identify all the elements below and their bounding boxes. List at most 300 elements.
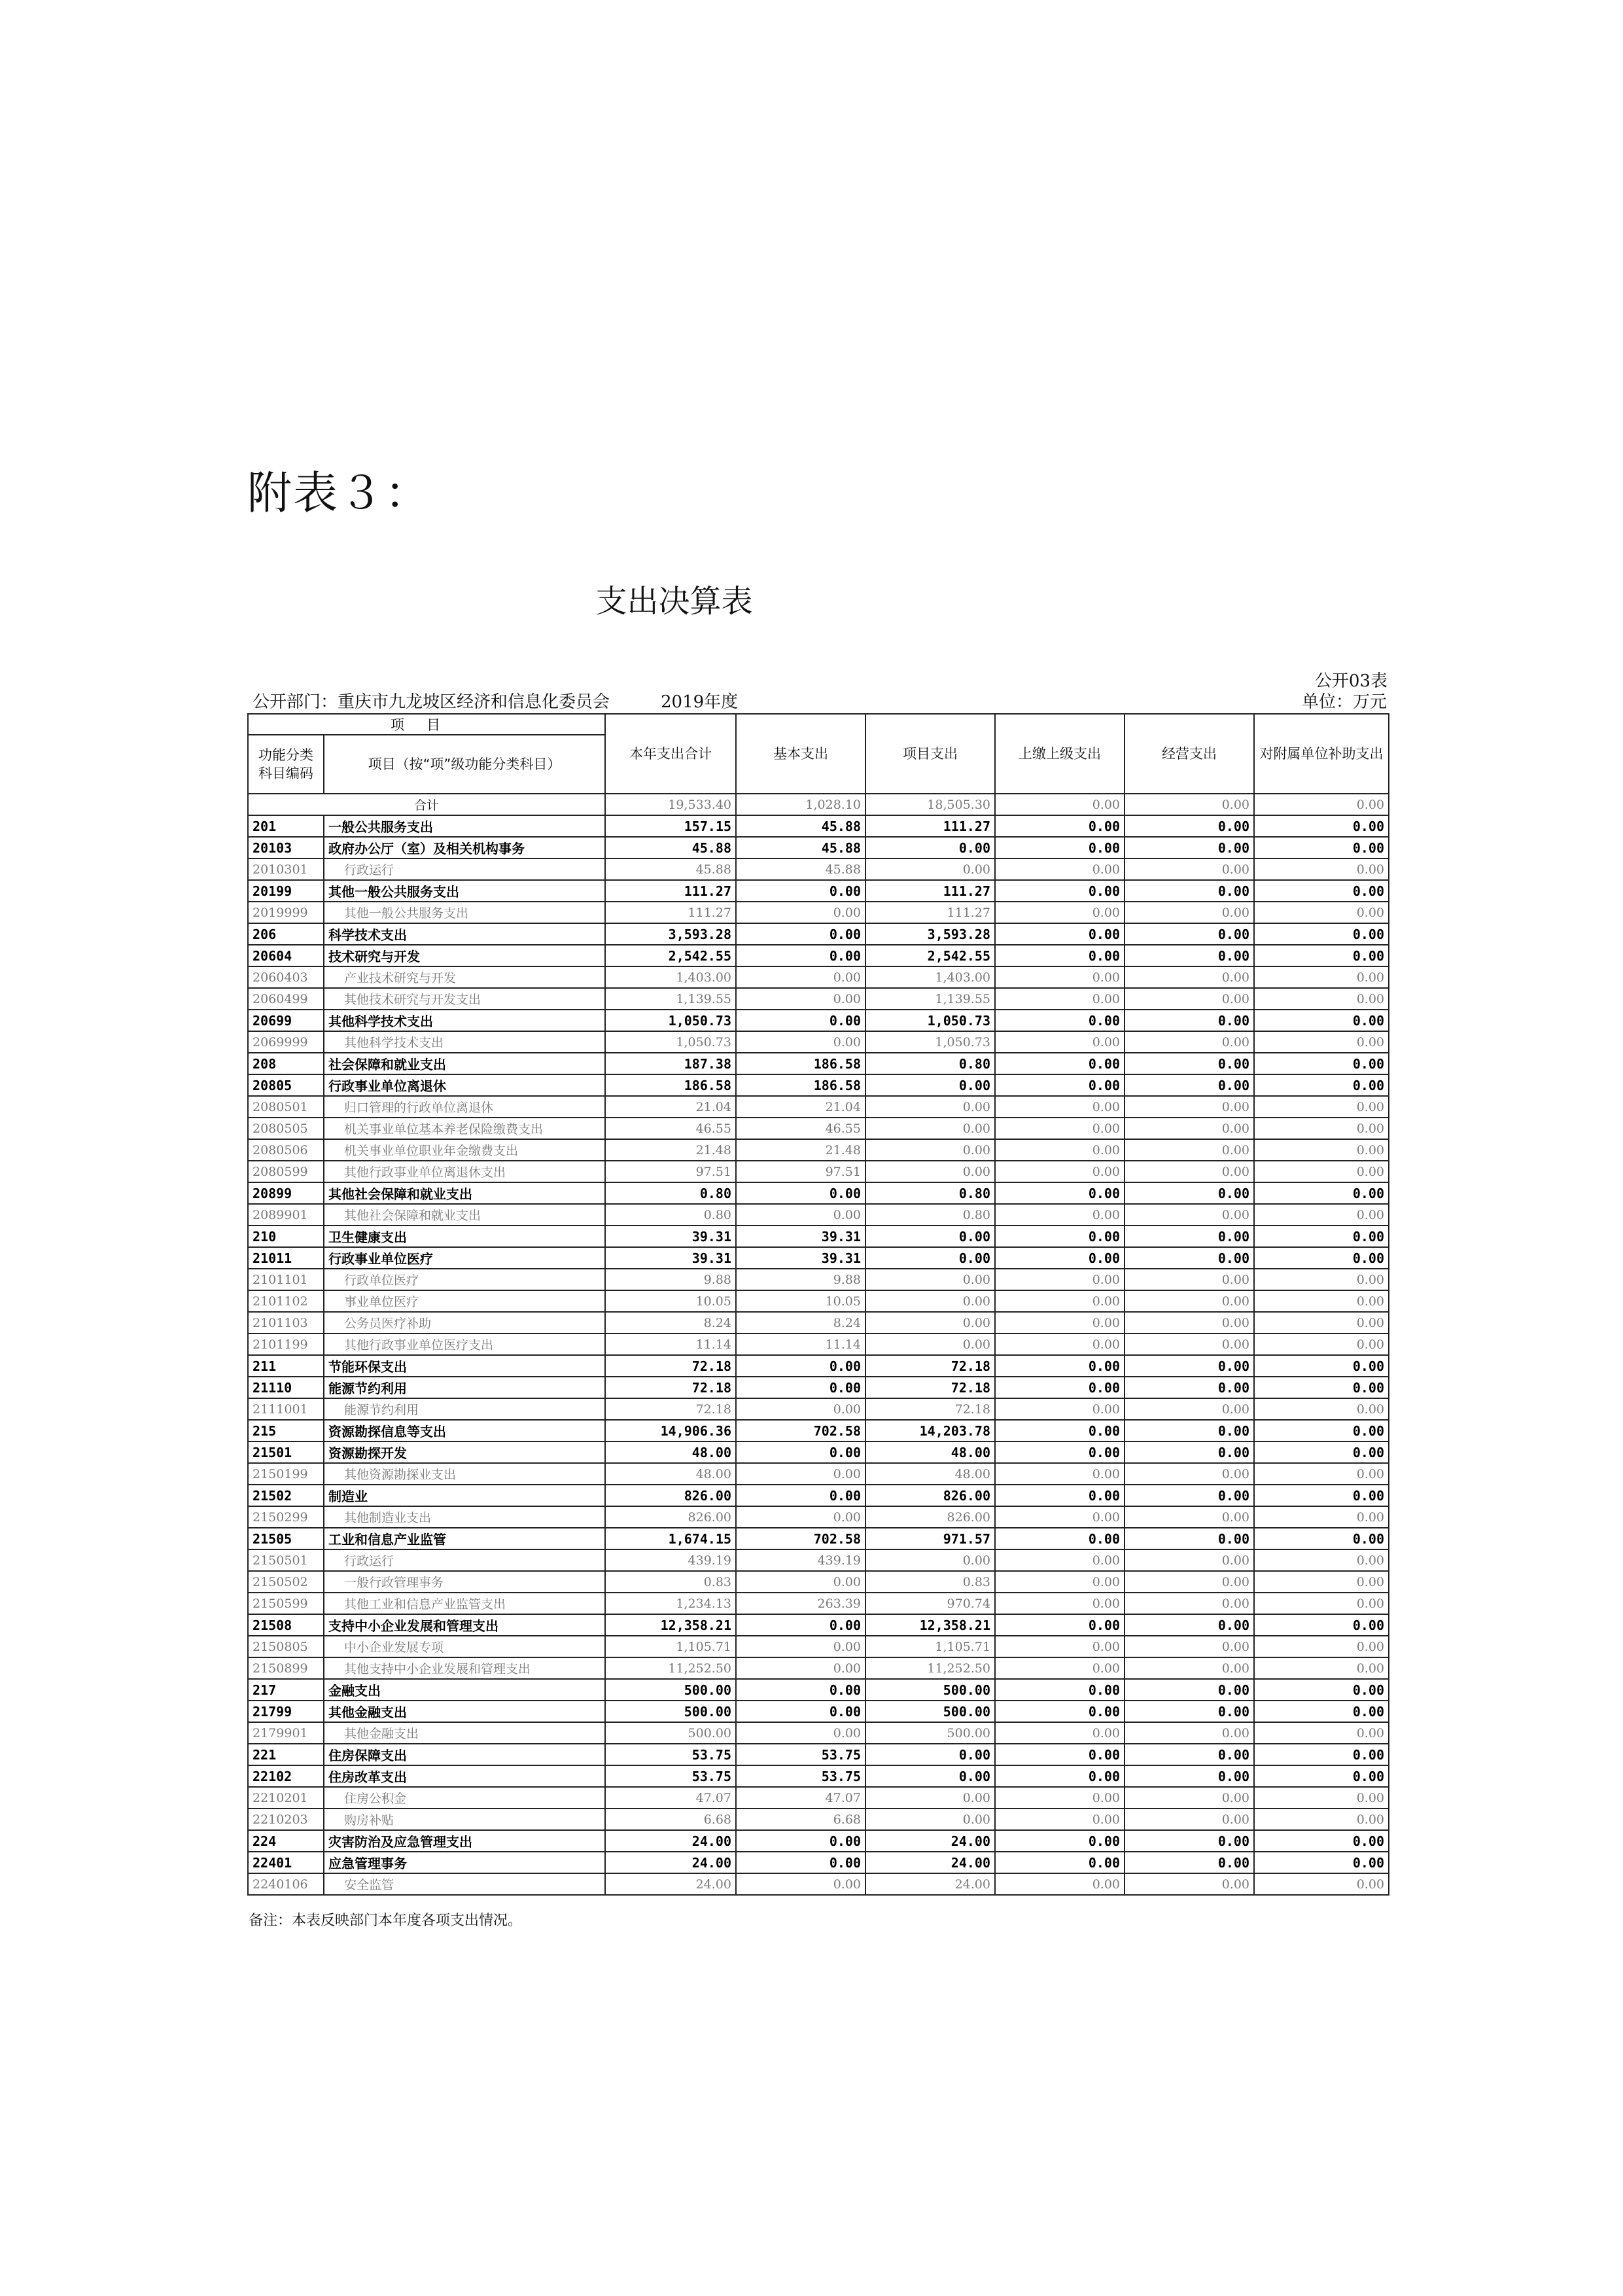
row-value: 500.00	[865, 1701, 995, 1722]
row-value: 0.00	[1125, 1463, 1254, 1485]
row-value: 0.00	[865, 1290, 995, 1312]
header-basic: 基本支出	[736, 714, 865, 794]
table-row	[248, 1571, 1389, 1593]
row-value: 0.00	[1125, 1010, 1254, 1031]
row-value: 186.58	[736, 1053, 865, 1074]
row-value: 39.31	[736, 1247, 865, 1269]
row-value: 0.00	[1254, 1593, 1389, 1614]
total-row	[248, 794, 1389, 815]
row-value: 0.00	[865, 1809, 995, 1830]
header-project: 项目支出	[865, 714, 995, 794]
row-value: 39.31	[605, 1247, 736, 1269]
row-value: 0.00	[736, 1614, 865, 1636]
row-value: 0.00	[995, 1787, 1125, 1809]
header-item-group: 项目	[248, 714, 605, 735]
row-value: 47.07	[605, 1787, 736, 1809]
row-value: 0.00	[1125, 1830, 1254, 1852]
row-name: 一般公共服务支出	[324, 815, 605, 837]
row-name: 公务员医疗补助	[324, 1312, 605, 1333]
row-value: 0.00	[995, 1096, 1125, 1118]
row-value: 6.68	[605, 1809, 736, 1830]
row-value: 0.00	[1125, 880, 1254, 902]
row-value: 186.58	[736, 1074, 865, 1096]
row-value: 21.48	[605, 1139, 736, 1161]
row-value: 0.00	[1254, 1636, 1389, 1657]
row-value: 8.24	[736, 1312, 865, 1333]
row-value: 0.00	[995, 1809, 1125, 1830]
row-code: 221	[248, 1744, 324, 1765]
row-code: 2080506	[248, 1139, 324, 1161]
table-row	[248, 1333, 1389, 1355]
row-value: 1,403.00	[865, 966, 995, 988]
row-value: 24.00	[865, 1852, 995, 1873]
row-value: 0.00	[1125, 902, 1254, 923]
row-value: 72.18	[605, 1355, 736, 1377]
row-value: 500.00	[605, 1679, 736, 1701]
row-name: 其他金融支出	[324, 1701, 605, 1722]
row-value: 0.00	[995, 1463, 1125, 1485]
row-code: 21110	[248, 1377, 324, 1398]
row-code: 2150502	[248, 1571, 324, 1593]
row-value: 500.00	[865, 1722, 995, 1744]
row-value: 0.00	[1254, 988, 1389, 1010]
row-name: 能源节约利用	[324, 1377, 605, 1398]
row-value: 702.58	[736, 1420, 865, 1441]
row-name: 制造业	[324, 1485, 605, 1506]
row-value: 0.00	[1254, 880, 1389, 902]
row-value: 0.00	[1125, 1053, 1254, 1074]
row-value: 9.88	[605, 1269, 736, 1290]
row-value: 0.00	[995, 1247, 1125, 1269]
row-value: 0.00	[1254, 1852, 1389, 1873]
row-value: 0.00	[1254, 858, 1389, 880]
row-value: 1,105.71	[605, 1636, 736, 1657]
row-code: 2060403	[248, 966, 324, 988]
row-value: 970.74	[865, 1593, 995, 1614]
row-value: 0.00	[1125, 837, 1254, 858]
row-code: 21502	[248, 1485, 324, 1506]
row-value: 0.00	[1254, 1722, 1389, 1744]
row-name: 政府办公厅（室）及相关机构事务	[324, 837, 605, 858]
row-value: 1,234.13	[605, 1593, 736, 1614]
row-code: 2210201	[248, 1787, 324, 1809]
row-value: 0.00	[865, 1549, 995, 1571]
row-code: 2101102	[248, 1290, 324, 1312]
row-value: 0.00	[1125, 1852, 1254, 1873]
row-value: 0.00	[1254, 1355, 1389, 1377]
row-value: 0.83	[865, 1571, 995, 1593]
row-value: 500.00	[605, 1701, 736, 1722]
table-row	[248, 1204, 1389, 1226]
table-row	[248, 1809, 1389, 1830]
row-value: 0.00	[1125, 1701, 1254, 1722]
table-row	[248, 1679, 1389, 1701]
row-value: 39.31	[736, 1226, 865, 1247]
row-value: 0.00	[1125, 1679, 1254, 1701]
row-value: 0.00	[736, 1204, 865, 1226]
row-name: 中小企业发展专项	[324, 1636, 605, 1657]
row-value: 0.00	[1125, 1787, 1254, 1809]
page-title: 支出决算表	[595, 583, 753, 620]
row-value: 2,542.55	[865, 945, 995, 966]
row-code: 211	[248, 1355, 324, 1377]
row-value: 0.00	[995, 1679, 1125, 1701]
row-value: 24.00	[605, 1830, 736, 1852]
row-value: 0.00	[1254, 1463, 1389, 1485]
row-value: 187.38	[605, 1053, 736, 1074]
row-code: 2080501	[248, 1096, 324, 1118]
row-value: 24.00	[605, 1852, 736, 1873]
row-value: 0.00	[1254, 1010, 1389, 1031]
row-code: 2150501	[248, 1549, 324, 1571]
row-value: 0.00	[1125, 1765, 1254, 1787]
row-code: 2101101	[248, 1269, 324, 1290]
row-code: 2089901	[248, 1204, 324, 1226]
row-code: 21799	[248, 1701, 324, 1722]
row-value: 0.00	[1254, 1506, 1389, 1528]
table-row	[248, 1593, 1389, 1614]
row-value: 0.00	[995, 1636, 1125, 1657]
row-value: 0.00	[736, 1463, 865, 1485]
row-name: 其他社会保障和就业支出	[324, 1204, 605, 1226]
row-value: 0.00	[865, 1312, 995, 1333]
row-value: 0.00	[1254, 1247, 1389, 1269]
row-value: 0.00	[736, 1485, 865, 1506]
row-name: 住房公积金	[324, 1787, 605, 1809]
row-value: 0.00	[995, 1312, 1125, 1333]
table-row	[248, 1744, 1389, 1765]
row-name: 技术研究与开发	[324, 945, 605, 966]
row-value: 24.00	[865, 1830, 995, 1852]
row-value: 0.00	[1125, 1377, 1254, 1398]
row-value: 826.00	[605, 1485, 736, 1506]
table-row	[248, 902, 1389, 923]
row-value: 0.00	[1254, 1657, 1389, 1679]
row-name: 产业技术研究与开发	[324, 966, 605, 988]
row-code: 2060499	[248, 988, 324, 1010]
table-row	[248, 1139, 1389, 1161]
row-value: 0.00	[1125, 1744, 1254, 1765]
row-code: 20604	[248, 945, 324, 966]
row-value: 0.00	[995, 1269, 1125, 1290]
row-value: 0.00	[1254, 1139, 1389, 1161]
row-value: 72.18	[865, 1377, 995, 1398]
row-code: 2210203	[248, 1809, 324, 1830]
row-value: 0.00	[1125, 966, 1254, 988]
row-value: 111.27	[605, 902, 736, 923]
row-value: 0.00	[1125, 1355, 1254, 1377]
row-value: 1,139.55	[605, 988, 736, 1010]
row-value: 1,674.15	[605, 1528, 736, 1549]
row-value: 0.00	[1125, 815, 1254, 837]
row-value: 0.00	[1125, 945, 1254, 966]
row-value: 0.00	[995, 966, 1125, 988]
table-row	[248, 1506, 1389, 1528]
table-row	[248, 1226, 1389, 1247]
row-name: 金融支出	[324, 1679, 605, 1701]
row-value: 0.00	[1125, 1485, 1254, 1506]
total-cell: 0.00	[1254, 794, 1389, 815]
row-value: 0.00	[1254, 1787, 1389, 1809]
total-cell: 1,028.10	[736, 794, 865, 815]
row-value: 10.05	[605, 1290, 736, 1312]
row-value: 0.00	[736, 1830, 865, 1852]
row-value: 0.00	[1125, 1722, 1254, 1744]
row-value: 9.88	[736, 1269, 865, 1290]
row-code: 21505	[248, 1528, 324, 1549]
row-value: 97.51	[736, 1161, 865, 1182]
row-value: 0.00	[1125, 1333, 1254, 1355]
row-name: 其他科学技术支出	[324, 1010, 605, 1031]
row-value: 0.00	[1254, 1290, 1389, 1312]
row-code: 20899	[248, 1182, 324, 1204]
row-value: 0.00	[1125, 1247, 1254, 1269]
total-cell: 18,505.30	[865, 794, 995, 815]
table-row	[248, 1118, 1389, 1139]
row-value: 0.00	[865, 1096, 995, 1118]
row-code: 2101199	[248, 1333, 324, 1355]
row-value: 0.00	[1254, 902, 1389, 923]
row-value: 21.04	[736, 1096, 865, 1118]
row-value: 0.00	[736, 880, 865, 902]
row-value: 53.75	[605, 1765, 736, 1787]
row-value: 2,542.55	[605, 945, 736, 966]
row-name: 其他技术研究与开发支出	[324, 988, 605, 1010]
row-value: 0.00	[865, 1765, 995, 1787]
row-value: 53.75	[736, 1744, 865, 1765]
row-value: 0.00	[865, 858, 995, 880]
row-value: 0.00	[995, 1333, 1125, 1355]
row-value: 21.48	[736, 1139, 865, 1161]
row-value: 0.00	[1125, 1161, 1254, 1182]
row-value: 0.00	[995, 1485, 1125, 1506]
row-name: 其他行政事业单位离退休支出	[324, 1161, 605, 1182]
row-value: 0.00	[736, 1852, 865, 1873]
row-value: 111.27	[865, 880, 995, 902]
table-row	[248, 1161, 1389, 1182]
row-name: 其他一般公共服务支出	[324, 880, 605, 902]
row-value: 1,105.71	[865, 1636, 995, 1657]
total-cell: 0.00	[995, 794, 1125, 815]
row-value: 53.75	[605, 1744, 736, 1765]
row-value: 45.88	[605, 837, 736, 858]
table-row	[248, 837, 1389, 858]
total-label: 合计	[248, 794, 605, 815]
row-name: 住房保障支出	[324, 1744, 605, 1765]
row-value: 0.80	[605, 1204, 736, 1226]
row-value: 0.00	[995, 1031, 1125, 1053]
row-value: 0.00	[1125, 1031, 1254, 1053]
table-row	[248, 1528, 1389, 1549]
row-value: 53.75	[736, 1765, 865, 1787]
total-cell: 0.00	[1125, 794, 1254, 815]
table-row	[248, 1377, 1389, 1398]
expenditure-table	[247, 713, 1389, 1896]
row-name: 应急管理事务	[324, 1852, 605, 1873]
row-value: 157.15	[605, 815, 736, 837]
footnote: 备注：本表反映部门本年度各项支出情况。	[249, 1913, 523, 1929]
total-cell: 19,533.40	[605, 794, 736, 815]
row-name: 能源节约利用	[324, 1398, 605, 1420]
row-value: 0.00	[1125, 1528, 1254, 1549]
row-value: 0.00	[1254, 1873, 1389, 1895]
row-value: 1,050.73	[605, 1010, 736, 1031]
row-value: 0.00	[995, 1118, 1125, 1139]
row-value: 500.00	[605, 1722, 736, 1744]
table-row	[248, 1852, 1389, 1873]
row-value: 0.00	[1125, 1118, 1254, 1139]
row-value: 0.00	[1254, 1744, 1389, 1765]
row-value: 0.00	[736, 1571, 865, 1593]
row-value: 0.00	[995, 1506, 1125, 1528]
row-value: 0.00	[736, 1441, 865, 1463]
header-remit: 上缴上级支出	[995, 714, 1125, 794]
row-value: 0.00	[1254, 1549, 1389, 1571]
row-value: 0.00	[1254, 1679, 1389, 1701]
row-code: 21011	[248, 1247, 324, 1269]
row-value: 0.00	[995, 923, 1125, 945]
row-name: 一般行政管理事务	[324, 1571, 605, 1593]
row-value: 48.00	[865, 1441, 995, 1463]
row-value: 0.00	[736, 1010, 865, 1031]
row-name: 其他支持中小企业发展和管理支出	[324, 1657, 605, 1679]
row-value: 97.51	[605, 1161, 736, 1182]
row-name: 其他一般公共服务支出	[324, 902, 605, 923]
row-name: 社会保障和就业支出	[324, 1053, 605, 1074]
row-value: 0.00	[1125, 1614, 1254, 1636]
row-name: 其他资源勘探业支出	[324, 1463, 605, 1485]
row-value: 0.00	[1125, 1269, 1254, 1290]
table-row	[248, 1549, 1389, 1571]
row-value: 0.00	[995, 1549, 1125, 1571]
table-row	[248, 988, 1389, 1010]
department-label: 公开部门：重庆市九龙坡区经济和信息化委员会	[253, 692, 610, 712]
row-value: 14,906.36	[605, 1420, 736, 1441]
row-value: 0.00	[995, 1571, 1125, 1593]
row-value: 0.00	[736, 1506, 865, 1528]
row-name: 灾害防治及应急管理支出	[324, 1830, 605, 1852]
row-value: 10.05	[736, 1290, 865, 1312]
row-code: 2150805	[248, 1636, 324, 1657]
row-value: 0.00	[995, 1420, 1125, 1441]
row-value: 1,403.00	[605, 966, 736, 988]
row-value: 0.00	[995, 1053, 1125, 1074]
row-value: 11.14	[736, 1333, 865, 1355]
table-row	[248, 1701, 1389, 1722]
row-value: 0.00	[995, 1614, 1125, 1636]
row-code: 20199	[248, 880, 324, 902]
row-value: 0.00	[1125, 1182, 1254, 1204]
table-row	[248, 1830, 1389, 1852]
row-code: 2240106	[248, 1873, 324, 1895]
row-code: 2150899	[248, 1657, 324, 1679]
row-value: 0.00	[995, 815, 1125, 837]
row-value: 0.80	[605, 1182, 736, 1204]
row-value: 0.00	[1254, 1333, 1389, 1355]
row-value: 0.00	[1254, 1420, 1389, 1441]
row-code: 208	[248, 1053, 324, 1074]
table-row	[248, 1182, 1389, 1204]
row-value: 0.00	[736, 945, 865, 966]
row-value: 0.00	[736, 1679, 865, 1701]
row-code: 2080599	[248, 1161, 324, 1182]
row-value: 0.00	[865, 1118, 995, 1139]
row-value: 0.00	[995, 1290, 1125, 1312]
row-value: 72.18	[605, 1377, 736, 1398]
row-value: 14,203.78	[865, 1420, 995, 1441]
row-value: 0.00	[995, 902, 1125, 923]
row-code: 210	[248, 1226, 324, 1247]
table-row	[248, 1657, 1389, 1679]
row-value: 826.00	[865, 1485, 995, 1506]
row-value: 1,050.73	[605, 1031, 736, 1053]
row-value: 111.27	[605, 880, 736, 902]
row-value: 46.55	[605, 1118, 736, 1139]
row-value: 0.00	[865, 1074, 995, 1096]
row-code: 2111001	[248, 1398, 324, 1420]
row-name: 科学技术支出	[324, 923, 605, 945]
row-value: 0.00	[1125, 1809, 1254, 1830]
row-value: 111.27	[865, 815, 995, 837]
row-name: 机关事业单位基本养老保险缴费支出	[324, 1118, 605, 1139]
header-subsidy: 对附属单位补助支出	[1254, 714, 1389, 794]
row-value: 0.00	[1254, 1269, 1389, 1290]
row-value: 0.00	[1254, 1398, 1389, 1420]
row-value: 0.00	[1125, 1506, 1254, 1528]
row-code: 21501	[248, 1441, 324, 1463]
row-value: 0.00	[995, 988, 1125, 1010]
row-name: 住房改革支出	[324, 1765, 605, 1787]
row-value: 0.00	[995, 1528, 1125, 1549]
row-code: 201	[248, 815, 324, 837]
row-value: 12,358.21	[605, 1614, 736, 1636]
row-name: 支持中小企业发展和管理支出	[324, 1614, 605, 1636]
row-value: 24.00	[865, 1873, 995, 1895]
row-value: 826.00	[865, 1506, 995, 1528]
row-code: 2010301	[248, 858, 324, 880]
row-value: 0.00	[865, 1269, 995, 1290]
header-business: 经营支出	[1125, 714, 1254, 794]
row-value: 0.00	[865, 1744, 995, 1765]
row-value: 0.00	[1254, 1528, 1389, 1549]
header-code: 功能分类科目编码	[248, 735, 324, 794]
row-value: 0.00	[865, 1139, 995, 1161]
row-value: 45.88	[736, 837, 865, 858]
row-name: 卫生健康支出	[324, 1226, 605, 1247]
row-value: 0.00	[995, 1377, 1125, 1398]
row-code: 2019999	[248, 902, 324, 923]
row-value: 1,050.73	[865, 1010, 995, 1031]
row-code: 224	[248, 1830, 324, 1852]
row-value: 0.00	[995, 1355, 1125, 1377]
row-code: 206	[248, 923, 324, 945]
row-code: 2150599	[248, 1593, 324, 1614]
row-value: 0.00	[865, 1247, 995, 1269]
row-code: 20103	[248, 837, 324, 858]
table-row	[248, 1463, 1389, 1485]
row-value: 46.55	[736, 1118, 865, 1139]
row-value: 0.00	[1125, 1290, 1254, 1312]
row-value: 0.00	[1254, 923, 1389, 945]
row-value: 0.00	[995, 880, 1125, 902]
row-value: 0.00	[1254, 1096, 1389, 1118]
row-value: 0.00	[1125, 1398, 1254, 1420]
row-value: 0.80	[865, 1204, 995, 1226]
row-value: 48.00	[865, 1463, 995, 1485]
row-value: 6.68	[736, 1809, 865, 1830]
row-value: 39.31	[605, 1226, 736, 1247]
row-value: 0.00	[1254, 815, 1389, 837]
